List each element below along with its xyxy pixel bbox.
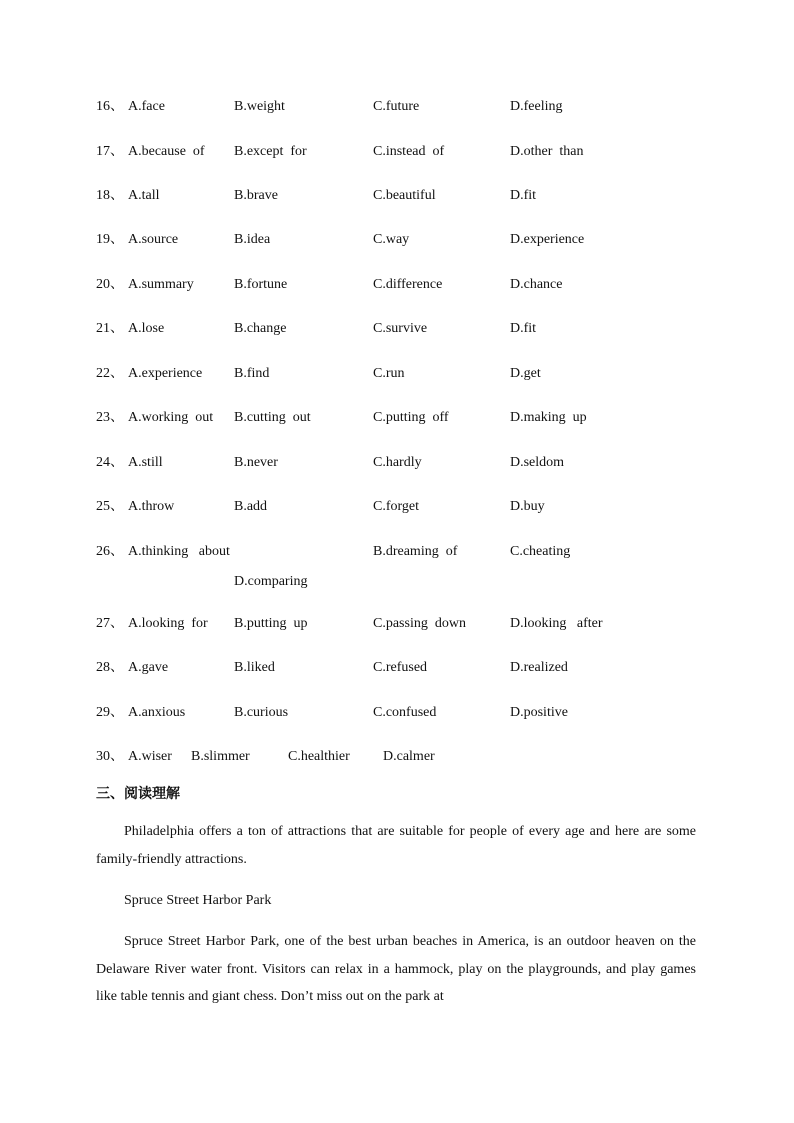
- question-number: 28、: [96, 660, 124, 675]
- question-number: 22、: [96, 366, 124, 381]
- option-c: C.cheating: [510, 544, 571, 559]
- question-25: [96, 497, 545, 517]
- option-d: D.seldom: [510, 455, 565, 470]
- option-d: D.buy: [510, 499, 545, 514]
- option-d: D.making up: [510, 410, 587, 425]
- option-d: D.other than: [510, 144, 584, 159]
- option-b: B.liked: [234, 660, 275, 675]
- option-d: D.chance: [510, 277, 563, 292]
- option-d: D.experience: [510, 232, 585, 247]
- option-d: D.looking after: [510, 616, 603, 631]
- question-20: [96, 275, 563, 295]
- option-b: B.idea: [234, 232, 271, 247]
- option-b: B.find: [234, 366, 270, 381]
- option-c: C.hardly: [373, 455, 422, 470]
- question-28: [96, 658, 568, 678]
- question-number: 18、: [96, 188, 124, 203]
- option-d: D.calmer: [383, 749, 435, 764]
- question-27: [96, 614, 603, 634]
- option-b: B.fortune: [234, 277, 288, 292]
- question-number: 29、: [96, 705, 124, 720]
- question-19: [96, 230, 585, 250]
- option-b: B.weight: [234, 99, 285, 114]
- option-b: B.cutting out: [234, 410, 311, 425]
- option-c: C.putting off: [373, 410, 449, 425]
- option-d: D.feeling: [510, 99, 563, 114]
- option-c: C.beautiful: [373, 188, 436, 203]
- option-c: C.refused: [373, 660, 428, 675]
- option-d: D.realized: [510, 660, 568, 675]
- question-number: 23、: [96, 410, 124, 425]
- option-c: C.future: [373, 99, 420, 114]
- question-23: [96, 408, 587, 428]
- question-30: [96, 747, 435, 767]
- option-b: B.except for: [234, 144, 307, 159]
- option-a: A.tall: [128, 188, 160, 203]
- option-c: C.instead of: [373, 144, 445, 159]
- question-number: 21、: [96, 321, 124, 336]
- option-b: B.change: [234, 321, 287, 336]
- option-a: A.wiser: [128, 749, 172, 764]
- option-a: A.summary: [128, 277, 194, 292]
- question-number: 17、: [96, 144, 124, 159]
- option-a: A.source: [128, 232, 179, 247]
- question-29: [96, 703, 568, 723]
- attraction-title: Spruce Street Harbor Park: [124, 893, 272, 908]
- option-d: D.get: [510, 366, 541, 381]
- option-b: B.curious: [234, 705, 289, 720]
- question-number: 30、: [96, 749, 124, 764]
- option-a: A.working out: [128, 410, 214, 425]
- option-b: B.brave: [234, 188, 278, 203]
- question-number: 20、: [96, 277, 124, 292]
- option-a: A.gave: [128, 660, 169, 675]
- option-d: D.comparing: [234, 574, 308, 589]
- option-a: A.lose: [128, 321, 165, 336]
- option-b: B.add: [234, 499, 268, 514]
- question-22: [96, 364, 541, 384]
- option-b: B.slimmer: [191, 749, 250, 764]
- intro-paragraph: Philadelphia offers a ton of attractions that are suitable for people of every age and here are some family-friendly attractions.: [96, 824, 696, 867]
- option-b: B.putting up: [234, 616, 308, 631]
- option-c: C.forget: [373, 499, 420, 514]
- option-c: C.difference: [373, 277, 443, 292]
- option-b: B.dreaming of: [373, 544, 458, 559]
- option-c: C.confused: [373, 705, 437, 720]
- option-a: A.anxious: [128, 705, 186, 720]
- option-a: A.because of: [128, 144, 205, 159]
- question-number: 16、: [96, 99, 124, 114]
- question-number: 24、: [96, 455, 124, 470]
- option-a: A.experience: [128, 366, 203, 381]
- question-16: [96, 97, 563, 117]
- option-d: D.positive: [510, 705, 568, 720]
- option-a: A.face: [128, 99, 165, 114]
- question-number: 27、: [96, 616, 124, 631]
- option-a: A.thinking about: [128, 544, 230, 559]
- question-26: [96, 542, 571, 562]
- option-c: C.survive: [373, 321, 428, 336]
- option-c: C.passing down: [373, 616, 466, 631]
- question-number: 26、: [96, 544, 124, 559]
- option-c: C.healthier: [288, 749, 350, 764]
- option-d: D.fit: [510, 188, 537, 203]
- option-c: C.run: [373, 366, 405, 381]
- option-b: B.never: [234, 455, 278, 470]
- question-24: [96, 453, 565, 473]
- question-18: [96, 186, 537, 206]
- question-17: [96, 142, 584, 162]
- question-number: 19、: [96, 232, 124, 247]
- option-a: A.still: [128, 455, 163, 470]
- section-heading: 三、阅读理解: [96, 786, 180, 802]
- question-21: [96, 319, 537, 339]
- option-c: C.way: [373, 232, 410, 247]
- option-a: A.throw: [128, 499, 175, 514]
- option-d: D.fit: [510, 321, 537, 336]
- attraction-paragraph: Spruce Street Harbor Park, one of the best urban beaches in America, is an outdoor heaven on the Delaware River water front. Visitors can relax in a hammock, play on the playgrounds, and play games like table tennis and giant chess. Don’t miss out on the park at: [96, 934, 696, 1004]
- question-number: 25、: [96, 499, 124, 514]
- option-a: A.looking for: [128, 616, 208, 631]
